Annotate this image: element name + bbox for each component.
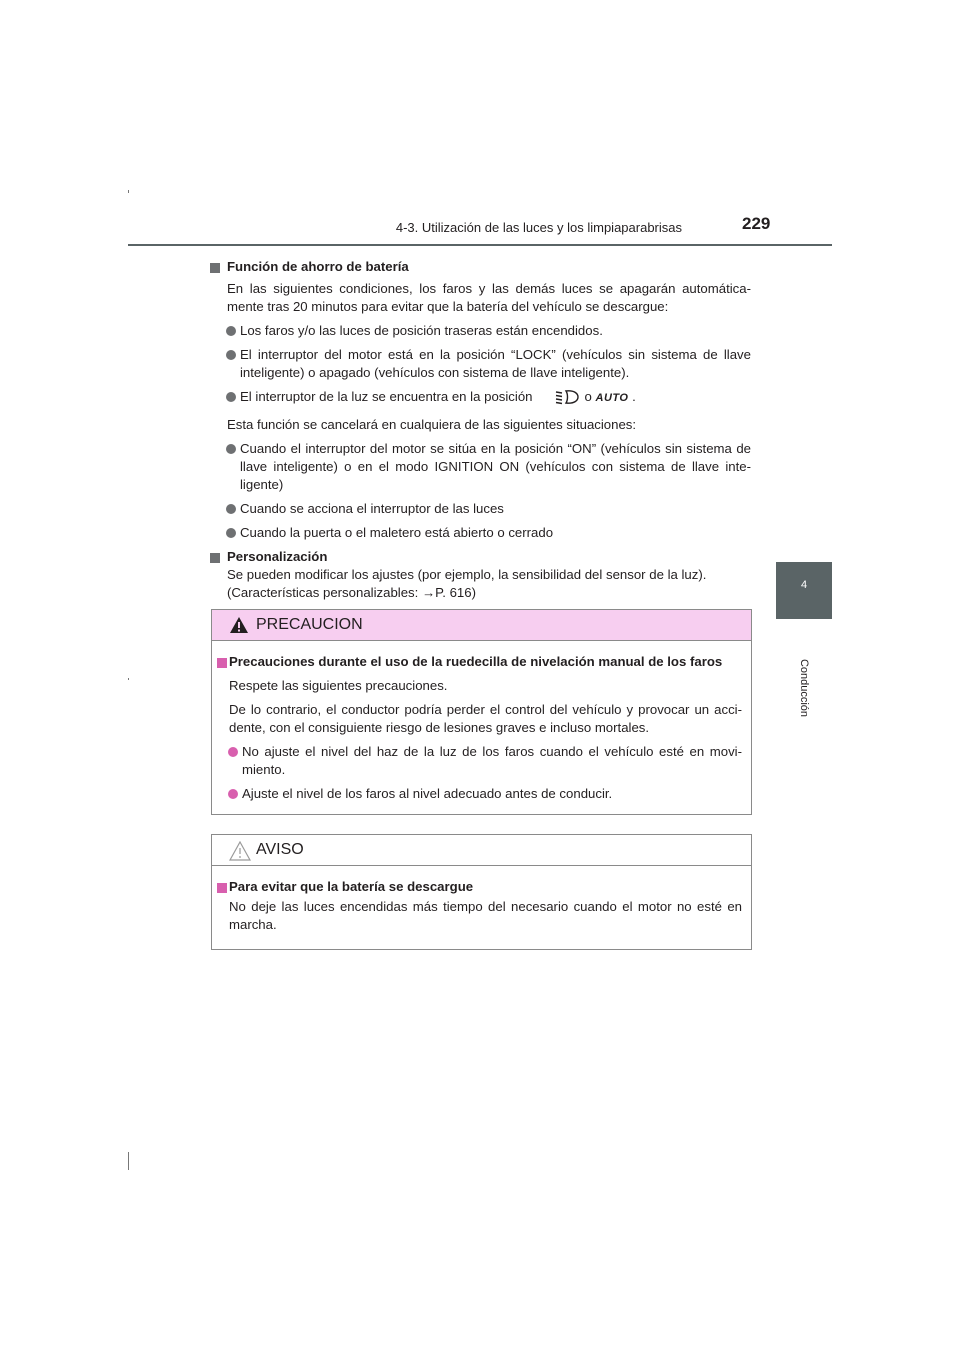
auto-icon: AUTO [595,392,629,404]
precaucion-heading: Precauciones durante el uso de la ruedecilla de nivelación manual de los faros [212,653,742,671]
aviso-p1: No deje las luces encendidas más tiempo del necesario cuando el motor no esté en marcha. [229,899,742,932]
header-rule [128,244,832,246]
circle-bullet-icon [226,392,236,402]
list-item: Ajuste el nivel de los faros al nivel adecuado antes de conducir. [212,785,742,803]
circle-bullet-icon [226,528,236,538]
warning-filled-icon [229,616,249,634]
personalization-heading: Personalización [210,548,751,566]
square-bullet-icon [210,263,220,273]
battery-saver-heading: Función de ahorro de batería [210,258,751,276]
aviso-header [212,835,751,866]
headlight-icon [555,389,579,410]
page-number: 229 [742,214,771,233]
list-item: Cuando se acciona el interruptor de las luces [210,500,751,518]
square-bullet-icon [210,553,220,563]
square-bullet-icon [217,658,227,668]
list-item: Cuando el interruptor del motor se sitúa en la posición “ON” (vehículos sin sistema de llave inteligente) o en el modo IGNITION ON (vehículos con sistema de llave inte-ligente) [210,440,751,494]
list-item: Cuando la puerta o el maletero está abierto o cerrado [210,524,751,542]
list-item: El interruptor de la luz se encuentra en la posición o AUTO . [210,388,751,410]
personalization-line2: (Características personalizables: →P. 616) [227,585,476,600]
margin-tick [128,1152,129,1170]
aviso-heading: Para evitar que la batería se descargue [212,878,742,896]
chapter-label: Conducción [798,658,810,718]
aviso-body [212,866,751,946]
precaucion-p2: De lo contrario, el conductor podría perder el control del vehículo y provocar un acci-dente, con el consiguiente riesgo de lesiones graves e incluso mortales. [229,702,742,735]
circle-bullet-icon [226,444,236,454]
precaucion-body [212,641,751,815]
cancel-intro: Esta función se cancelará en cualquiera de las siguientes situaciones: [227,417,637,432]
precaucion-box [211,609,752,815]
list-item: No ajuste el nivel del haz de la luz de los faros cuando el vehículo esté en movi-miento. [212,743,742,779]
warning-outline-icon [229,841,251,861]
precaucion-header [212,610,751,641]
section-title: 4-3. Utilización de las luces y los limpiaparabrisas [395,220,682,235]
list-item: El interruptor del motor está en la posición “LOCK” (vehículos sin sistema de llave inteligente) o apagado (vehículos con sistema de llave inteligente). [210,346,751,382]
margin-tick [128,678,129,680]
personalization-line1: Se pueden modificar los ajustes (por ejemplo, la sensibilidad del sensor de la luz). [227,567,707,582]
aviso-box [211,834,752,950]
circle-bullet-icon [226,350,236,360]
circle-bullet-icon [226,504,236,514]
circle-bullet-icon [228,789,238,799]
precaucion-title: PRECAUCION [256,616,363,633]
battery-saver-intro: En las siguientes condiciones, los faros y las demás luces se apagarán automática-mente tras 20 minutos para evitar que la batería del vehículo se descargue: [227,281,751,314]
chapter-tab: 4 [776,562,832,619]
list-item: Los faros y/o las luces de posición traseras están encendidos. [210,322,751,340]
aviso-title: AVISO [256,841,304,858]
margin-tick [128,190,129,193]
main-content [210,258,751,602]
square-bullet-icon [217,883,227,893]
circle-bullet-icon [228,747,238,757]
precaucion-p1: Respete las siguientes precauciones. [229,678,448,693]
circle-bullet-icon [226,326,236,336]
